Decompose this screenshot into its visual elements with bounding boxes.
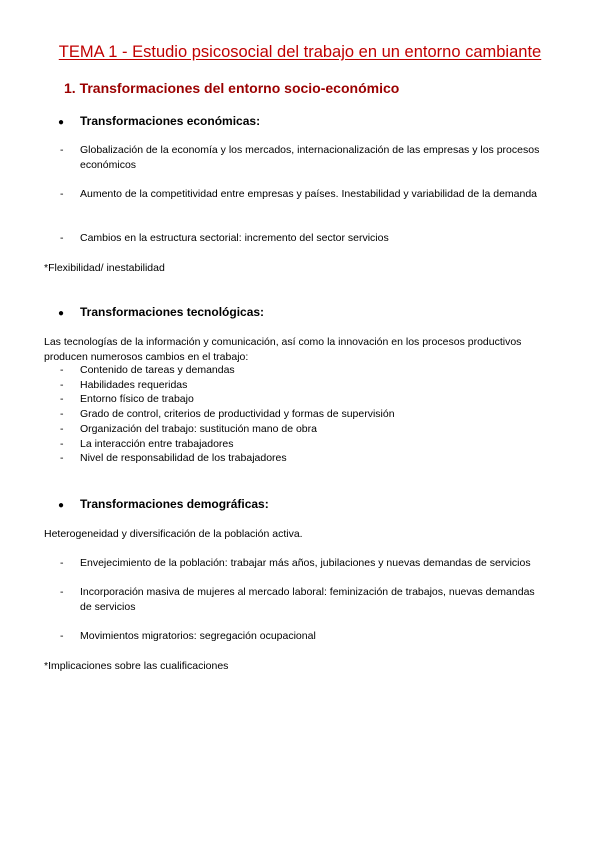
list-item-text: Cambios en la estructura sectorial: incremento del sector servicios — [80, 232, 389, 244]
list-item-text: Movimientos migratorios: segregación ocupacional — [80, 630, 316, 642]
dash-marker: - — [60, 364, 64, 376]
list-item-text: Habilidades requeridas — [80, 378, 188, 391]
list-item — [60, 437, 540, 452]
economicas-heading — [58, 113, 260, 131]
dash-marker: - — [60, 378, 64, 391]
list-item — [60, 187, 560, 202]
demograficas-heading — [58, 496, 269, 514]
dash-marker: - — [60, 188, 64, 200]
list-item-text: Contenido de tareas y demandas — [80, 364, 235, 376]
section-heading: 1. Transformaciones del entorno socio-económico — [64, 80, 400, 96]
list-item — [60, 556, 580, 571]
dash-marker: - — [60, 452, 64, 465]
list-item-text: Grado de control, criterios de productividad y formas de supervisión — [80, 408, 395, 421]
list-item — [60, 392, 540, 407]
dash-marker: - — [60, 144, 64, 156]
list-item — [60, 629, 560, 644]
list-item — [60, 363, 540, 378]
bullet-icon: ● — [58, 500, 65, 511]
document-title: TEMA 1 - Estudio psicosocial del trabajo en un entorno cambiante — [58, 43, 542, 61]
tecnologicas-heading — [58, 304, 264, 322]
dash-marker: - — [60, 630, 64, 642]
list-item-text: La interacción entre trabajadores — [80, 437, 234, 450]
list-item-text: Incorporación masiva de mujeres al mercado laboral: feminización de trabajos, nuevas demandas de servicios — [80, 586, 535, 613]
demograficas-heading-text: Transformaciones demográficas: — [80, 497, 269, 511]
dash-marker: - — [60, 393, 64, 406]
list-item-text: Globalización de la economía y los mercados, internacionalización de las empresas y los procesos económicos — [80, 144, 540, 171]
list-item-text: Organización del trabajo: sustitución mano de obra — [80, 422, 317, 435]
dash-marker: - — [60, 422, 64, 435]
list-item-text: Envejecimiento de la población: trabajar más años, jubilaciones y nuevas demandas de servicios — [80, 557, 531, 569]
dash-marker: - — [60, 232, 64, 244]
tecnologicas-list — [60, 363, 540, 466]
tecnologicas-heading-text: Transformaciones tecnológicas: — [80, 305, 265, 319]
dash-marker: - — [60, 586, 64, 598]
list-item — [60, 585, 540, 615]
economicas-note: *Flexibilidad/ inestabilidad — [44, 262, 165, 274]
dash-marker: - — [60, 437, 64, 450]
bullet-icon: ● — [58, 117, 65, 128]
list-item — [60, 143, 560, 173]
list-item — [60, 378, 540, 393]
list-item-text: Entorno físico de trabajo — [80, 393, 194, 406]
list-item — [60, 451, 540, 466]
dash-marker: - — [60, 557, 64, 569]
list-item — [60, 422, 540, 437]
economicas-heading-text: Transformaciones económicas: — [80, 114, 261, 128]
list-item-text: Nivel de responsabilidad de los trabajadores — [80, 452, 287, 465]
demograficas-intro: Heterogeneidad y diversificación de la población activa. — [44, 528, 303, 540]
list-item — [60, 407, 540, 422]
list-item — [60, 231, 560, 246]
tecnologicas-intro: Las tecnologías de la información y comunicación, así como la innovación en los procesos productivos producen numerosos cambios en el trabajo: — [44, 336, 522, 363]
list-item-text: Aumento de la competitividad entre empresas y países. Inestabilidad y variabilidad de la demanda — [80, 188, 538, 200]
dash-marker: - — [60, 408, 64, 421]
bullet-icon: ● — [58, 308, 65, 319]
demograficas-note: *Implicaciones sobre las cualificaciones — [44, 660, 229, 672]
